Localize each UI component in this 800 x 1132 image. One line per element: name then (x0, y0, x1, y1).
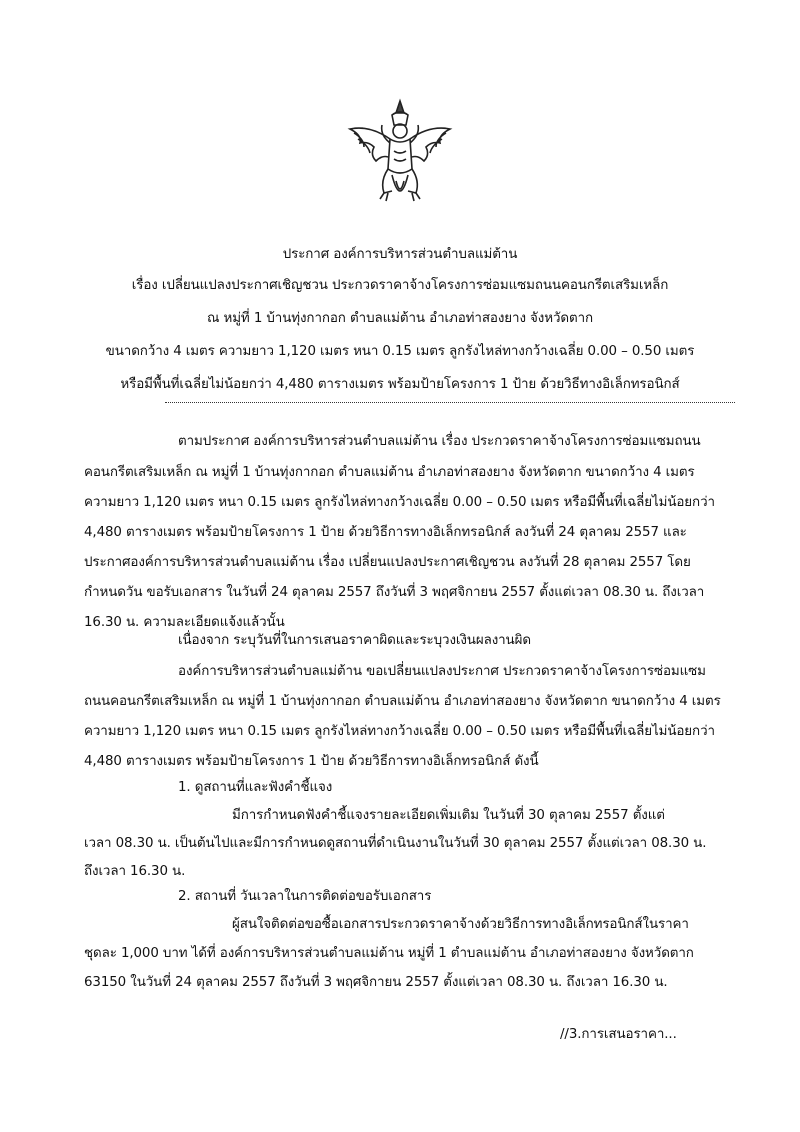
paragraph-line: ความยาว 1,120 เมตร หนา 0.15 เมตร ลูกรังไหล่ทางกว้างเฉลี่ย 0.00 – 0.50 เมตร หรือมีพื้นที่เฉลี่ยไม่น้อยกว่า (84, 495, 715, 510)
paragraph-line: ประกาศองค์การบริหารส่วนตำบลแม่ต้าน เรื่อง เปลี่ยนแปลงประกาศเชิญชวน ลงวันที่ 28 ตุลาคม 2557 โดย (84, 555, 691, 570)
item2-line: ผู้สนใจติดต่อขอซื้อเอกสารประกวดราคาจ้างด้วยวิธีการทางอิเล็กทรอนิกส์ในราคา (232, 917, 689, 932)
paragraph-line: 4,480 ตารางเมตร พร้อมป้ายโครงการ 1 ป้าย ด้วยวิธีการทางอิเล็กทรอนิกส์ ลงวันที่ 24 ตุลาคม 2557 และ (84, 525, 687, 540)
reason-line: เนื่องจาก ระบุวันที่ในการเสนอราคาผิดและระบุวงเงินผลงานผิด (178, 633, 531, 648)
item1-line: เวลา 08.30 น. เป็นต้นไปและมีการกำหนดดูสถานที่ดำเนินงานในวันที่ 30 ตุลาคม 2557 ตั้งแต่เวลา 08.30 น. (84, 836, 707, 851)
item2-line: 63150 ในวันที่ 24 ตุลาคม 2557 ถึงวันที่ 3 พฤศจิกายน 2557 ตั้งแต่เวลา 08.30 น. ถึงเวลา 16.30 น. (84, 975, 668, 990)
paragraph-line: 4,480 ตารางเมตร พร้อมป้ายโครงการ 1 ป้าย ด้วยวิธีการทางอิเล็กทรอนิกส์ ดังนี้ (84, 754, 539, 769)
dimension-line: ขนาดกว้าง 4 เมตร ความยาว 1,120 เมตร หนา 0.15 เมตร ลูกรังไหล่ทางกว้างเฉลี่ย 0.00 – 0.50 เมตร (105, 344, 695, 359)
location-line: ณ หมู่ที่ 1 บ้านทุ่งกากอก ตำบลแม่ต้าน อำเภอท่าสองยาง จังหวัดตาก (207, 311, 593, 326)
dotted-divider (165, 402, 735, 403)
paragraph-line: ความยาว 1,120 เมตร หนา 0.15 เมตร ลูกรังไหล่ทางกว้างเฉลี่ย 0.00 – 0.50 เมตร หรือมีพื้นที่เฉลี่ยไม่น้อยกว่า (84, 724, 715, 739)
subject-line: เรื่อง เปลี่ยนแปลงประกาศเชิญชวน ประกวดราคาจ้างโครงการซ่อมแซมถนนคอนกรีตเสริมเหล็ก (131, 278, 669, 293)
paragraph-line: ตามประกาศ องค์การบริหารส่วนตำบลแม่ต้าน เรื่อง ประกวดราคาจ้างโครงการซ่อมแซมถนน (178, 434, 701, 449)
item1-heading: 1. ดูสถานที่และฟังคำชี้แจง (178, 780, 333, 795)
item2-heading: 2. สถานที่ วันเวลาในการติดต่อขอรับเอกสาร (178, 889, 432, 904)
paragraph-line: องค์การบริหารส่วนตำบลแม่ต้าน ขอเปลี่ยนแปลงประกาศ ประกวดราคาจ้างโครงการซ่อมแซม (178, 664, 706, 679)
garuda-emblem (340, 95, 460, 215)
continuation-note: //3.การเสนอราคา... (560, 1027, 677, 1042)
item2-line: ชุดละ 1,000 บาท ได้ที่ องค์การบริหารส่วนตำบลแม่ต้าน หมู่ที่ 1 ตำบลแม่ต้าน อำเภอท่าสองยาง จังหวัดตาก (84, 946, 694, 961)
paragraph-line: ถนนคอนกรีตเสริมเหล็ก ณ หมู่ที่ 1 บ้านทุ่งกากอก ตำบลแม่ต้าน อำเภอท่าสองยาง จังหวัดตาก ขนาดกว้าง 4 เมตร (84, 694, 721, 709)
area-line: หรือมีพื้นที่เฉลี่ยไม่น้อยกว่า 4,480 ตารางเมตร พร้อมป้ายโครงการ 1 ป้าย ด้วยวิธีทางอิเล็กทรอนิกส์ (120, 377, 680, 392)
item1-line: ถึงเวลา 16.30 น. (84, 864, 186, 879)
item1-line: มีการกำหนดฟังคำชี้แจงรายละเอียดเพิ่มเติม ในวันที่ 30 ตุลาคม 2557 ตั้งแต่ (232, 808, 665, 823)
paragraph-line: 16.30 น. ความละเอียดแจ้งแล้วนั้น (84, 615, 285, 630)
paragraph-line: กำหนดวัน ขอรับเอกสาร ในวันที่ 24 ตุลาคม 2557 ถึงวันที่ 3 พฤศจิกายน 2557 ตั้งแต่เวลา 08.30 น. ถึงเวลา (84, 585, 705, 600)
paragraph-line: คอนกรีตเสริมเหล็ก ณ หมู่ที่ 1 บ้านทุ่งกากอก ตำบลแม่ต้าน อำเภอท่าสองยาง จังหวัดตาก ขนาดกว้าง 4 เมตร (84, 465, 695, 480)
announcement-title: ประกาศ องค์การบริหารส่วนตำบลแม่ต้าน (282, 247, 518, 262)
